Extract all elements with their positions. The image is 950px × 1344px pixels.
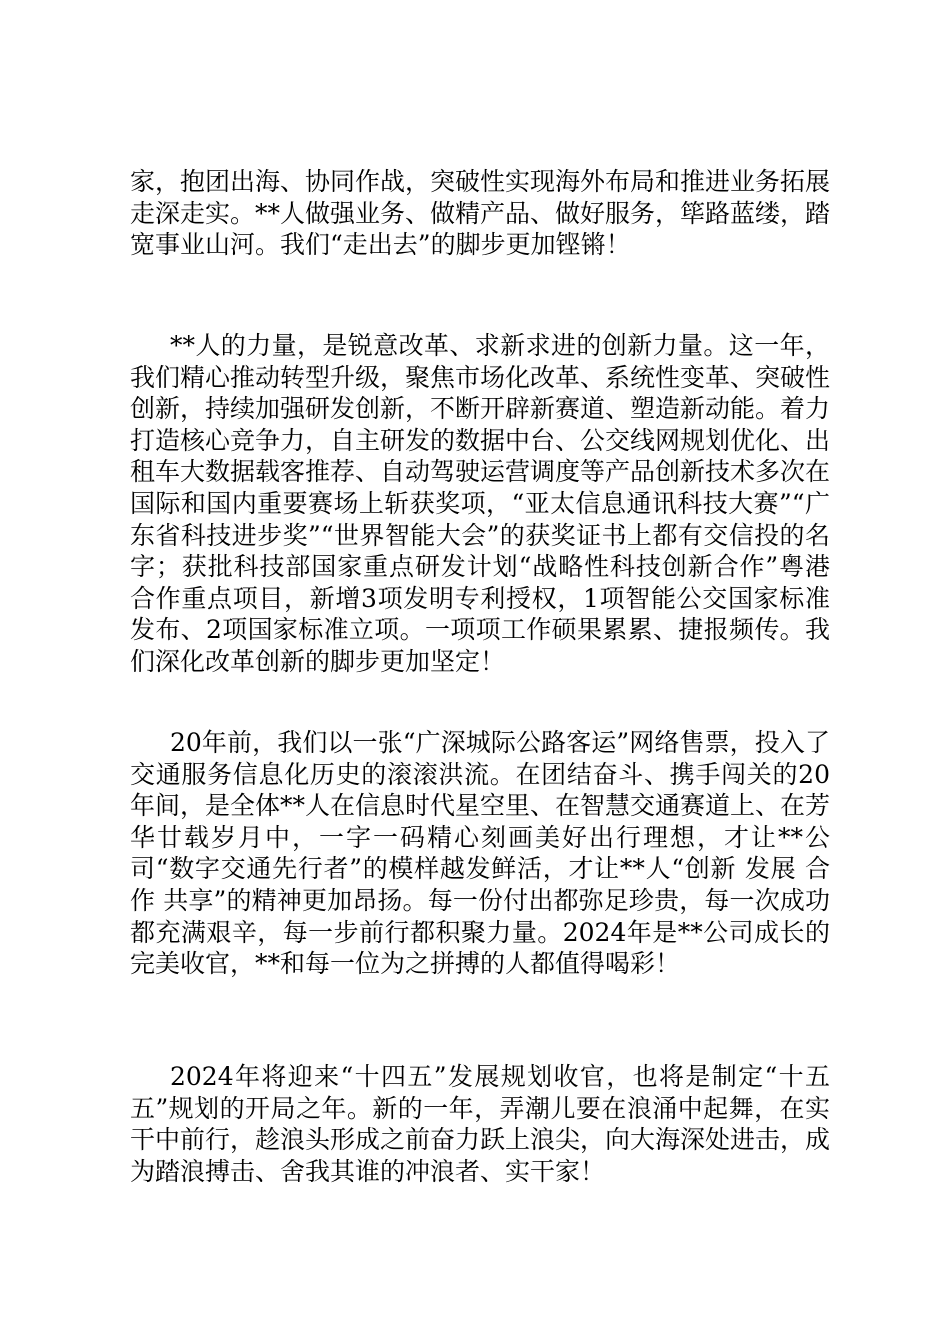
paragraph-4: 2024年将迎来“十四五”发展规划收官，也将是制定“十五五”规划的开局之年。新的一年，弄潮儿要在浪涌中起舞，在实干中前行，趁浪头形成之前奋力跃上浪尖，向大海深处进击，成为踏浪搏击、舍我其谁的冲浪者、实干家！: [130, 1062, 831, 1186]
paragraph-3: 20年前，我们以一张“广深城际公路客运”网络售票，投入了交通服务信息化历史的滚滚洪流。在团结奋斗、携手闯关的20年间，是全体**人在信息时代星空里、在智慧交通赛道上、在芳华廿载岁月中，一字一码精心刻画美好出行理想，才让**公司“数字交通先行者”的模样越发鲜活，才让**人“创新 发展 合作 共享”的精神更加昂扬。每一份付出都弥足珍贵，每一次成功都充满艰辛，每一步前行都积聚力量。2024年是**公司成长的完美收官，**和每一位为之拼搏的人都值得喝彩！: [130, 728, 831, 979]
paragraph-1: 家，抱团出海、协同作战，突破性实现海外布局和推进业务拓展走深走实。**人做强业务、做精产品、做好服务，筚路蓝缕，踏宽事业山河。我们“走出去”的脚步更加铿锵！: [130, 167, 831, 260]
paragraph-2: **人的力量，是锐意改革、求新求进的创新力量。这一年，我们精心推动转型升级，聚焦市场化改革、系统性变革、突破性创新，持续加强研发创新，不断开辟新赛道、塑造新动能。着力打造核心竞争力，自主研发的数据中台、公交线网规划优化、出租车大数据载客推荐、自动驾驶运营调度等产品创新技术多次在国际和国内重要赛场上斩获奖项，“亚太信息通讯科技大赛”“广东省科技进步奖”“世界智能大会”的获奖证书上都有交信投的名字；获批科技部国家重点研发计划“战略性科技创新合作”粤港合作重点项目，新增3项发明专利授权，1项智能公交国家标准发布、2项国家标准立项。一项项工作硕果累累、捷报频传。我们深化改革创新的脚步更加坚定！: [130, 331, 831, 676]
